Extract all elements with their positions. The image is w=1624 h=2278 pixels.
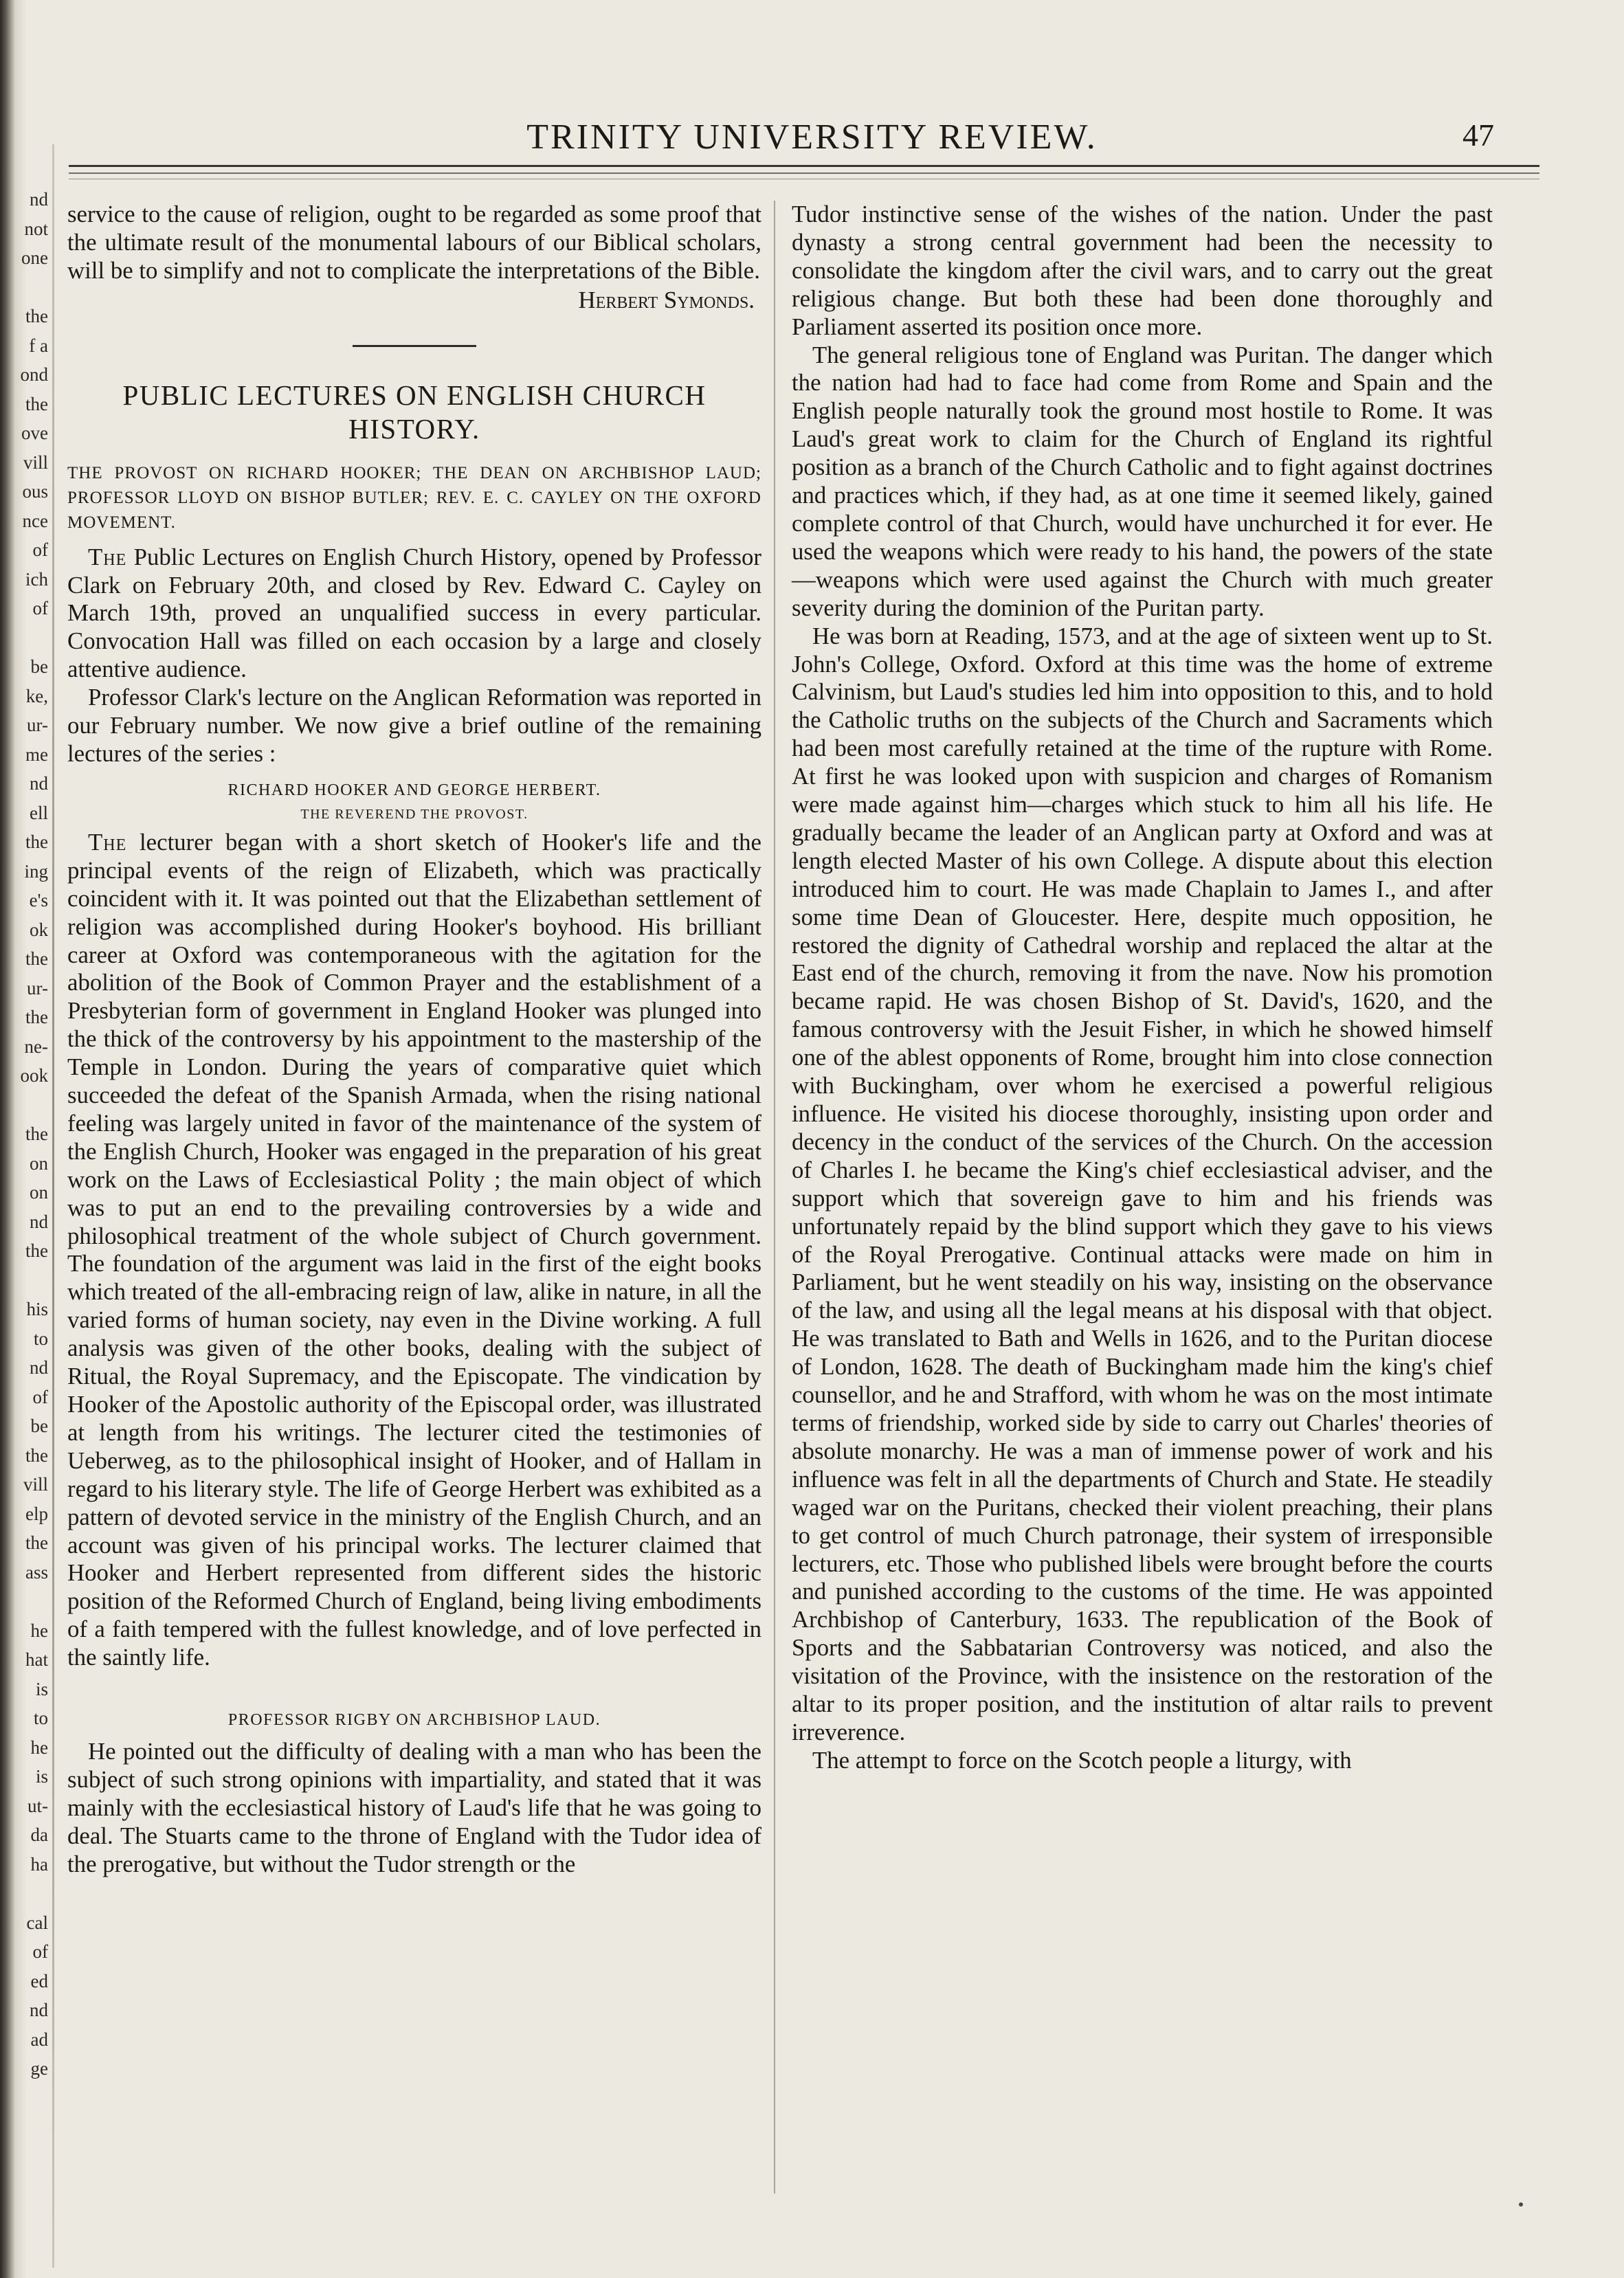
margin-fragment: on <box>30 1152 48 1174</box>
margin-fragment: of <box>32 539 48 560</box>
lead-word: The <box>88 828 127 856</box>
margin-fragment: vill <box>23 1474 48 1495</box>
margin-fragment: ur- <box>27 977 48 998</box>
article-subtitle: THE PROVOST ON RICHARD HOOKER; THE DEAN ON ARCHBISHOP LAUD; PROFESSOR LLOYD ON BISHOP BUTLER; REV. E. C. CAYLEY ON THE OXFORD MOVEMENT. <box>67 463 761 532</box>
header-rule <box>69 165 1539 167</box>
margin-fragment: me <box>25 744 48 765</box>
paragraph: The general religious tone of England was Puritan. The danger which the nation had had to face had come from Rome and Spain and the English people naturally took the ground most hostile to Rome. It was Laud's great work to claim for the Church of England its rightful position as a branch of the Church Catholic and to fight against doctrines and practices which, if they had, as at one time it seemed likely, gained complete control of that Church, would have unchurched it for ever. He used the weapons which were ready to his hand, the powers of the state—weapons which were used against the Church with much greater severity during the dominion of the Puritan party. <box>792 341 1493 621</box>
margin-fragment: on <box>30 1182 48 1203</box>
margin-fragment: to <box>33 1328 48 1349</box>
margin-fragment: elp <box>25 1503 48 1524</box>
header-rule <box>69 172 1539 174</box>
margin-fragment: the <box>25 1007 48 1027</box>
margin-fragment: e's <box>29 890 48 911</box>
margin-fragment: one <box>21 247 48 268</box>
margin-fragment: nd <box>30 1357 48 1378</box>
margin-fragment: nd <box>30 773 48 794</box>
margin-fragment: the <box>25 306 48 326</box>
margin-fragment: is <box>35 1678 48 1699</box>
margin-fragment: the <box>25 393 48 414</box>
margin-fragment: cal <box>26 1912 48 1933</box>
margin-fragment: ass <box>25 1561 48 1583</box>
section-paragraph <box>67 829 761 1672</box>
margin-fragment: the <box>25 831 48 852</box>
continued-paragraph: Tudor instinctive sense of the wishes of the nation. Under the past dynasty a strong central government had been the necessity to consolidate the kingdom after the civil wars, and to carry out the great religious change. But both these had been done thoroughly and Parliament asserted its position once more. <box>792 201 1493 340</box>
margin-fragment: ur- <box>27 715 48 735</box>
margin-fragment: da <box>30 1824 48 1845</box>
margin-fragment: ut- <box>27 1795 48 1816</box>
margin-fragment: ge <box>30 2058 48 2079</box>
binding-gutter <box>52 144 54 2268</box>
author-signature: Herbert Symonds. <box>578 286 755 313</box>
margin-fragment: f a <box>29 335 48 356</box>
margin-fragment: ad <box>30 2029 48 2050</box>
print-mark <box>1519 2202 1523 2207</box>
margin-fragment: ous <box>22 481 48 502</box>
margin-fragment: of <box>32 1386 48 1407</box>
margin-fragment: ed <box>30 1970 48 1991</box>
margin-fragment: the <box>25 1240 48 1261</box>
lead-word: The <box>88 543 127 570</box>
section-byline: THE REVEREND THE PROVOST. <box>300 806 529 822</box>
margin-fragment: not <box>24 218 48 239</box>
margin-fragment: ell <box>30 802 48 823</box>
article-divider <box>353 345 476 347</box>
margin-fragment: hat <box>25 1649 48 1670</box>
intro-paragraph-2: Professor Clark's lecture on the Anglican Reformation was reported in our February number. We now give a brief outline of the remaining lectures of the series : <box>67 684 761 767</box>
margin-fragment: ke, <box>25 685 48 706</box>
margin-fragment: ond <box>20 364 48 385</box>
margin-fragment: the <box>25 948 48 969</box>
margin-fragment: of <box>32 1941 48 1962</box>
section-heading-2: PROFESSOR RIGBY ON ARCHBISHOP LAUD. <box>227 1711 601 1730</box>
margin-fragment: vill <box>23 451 48 473</box>
column-rule <box>774 201 775 2193</box>
running-title: TRINITY UNIVERSITY REVIEW. <box>526 118 1098 157</box>
margin-fragment: nd <box>30 1211 48 1232</box>
margin-fragment: be <box>30 656 48 677</box>
margin-fragment: be <box>30 1416 48 1436</box>
margin-fragment: nce <box>22 510 48 531</box>
margin-fragment: ing <box>24 860 48 882</box>
margin-fragment: the <box>25 1532 48 1553</box>
margin-fragment: his <box>26 1299 48 1319</box>
section-heading: RICHARD HOOKER AND GEORGE HERBERT. <box>227 781 601 799</box>
margin-fragment: ok <box>30 919 48 940</box>
margin-fragment: nd <box>30 189 48 210</box>
margin-fragment: ich <box>25 568 48 590</box>
left-margin-strip <box>0 0 48 2278</box>
intro-paragraph <box>67 544 761 684</box>
margin-fragment: of <box>32 598 48 618</box>
intro-text: Public Lectures on English Church History, opened by Professor Clark on February 20th, and closed by Rev. Edward C. Cayley on March 19th, proved an unqualified success in every particular. Convocation Hall was filled on each occasion by a large and closely attentive audience. <box>67 543 761 683</box>
margin-fragment: is <box>35 1766 48 1787</box>
section-paragraph-2: He pointed out the difficulty of dealing with a man who has been the subject of such strong opinions with impartiality, and stated that it was mainly with the ecclesiastical history of Laud's life that he was going to deal. The Stuarts came to the throne of England with the Tudor idea of the prerogative, but without the Tudor strength or the <box>67 1738 761 1877</box>
continued-paragraph: service to the cause of religion, ought to be regarded as some proof that the ultimate result of the monumental labours of our Biblical scholars, will be to simplify and not to complicate the interpretations of the Bible. <box>67 201 761 284</box>
paragraph: The attempt to force on the Scotch people a liturgy, with <box>812 1746 1352 1774</box>
page-number: 47 <box>1462 118 1494 153</box>
paragraph: He was born at Reading, 1573, and at the age of sixteen went up to St. John's College, Oxford. Oxford at this time was the home of extreme Calvinism, but Laud's studies led him into opposition to this, and to hold the Catholic truths on the subjects of the Church and Sacraments which had been most carefully retained at the time of the rupture with Rome. At first he was looked upon with suspicion and charges of Romanism were made against him—charges which stuck to him all his life. He gradually became the leader of an Anglican party at Oxford and was at length elected Master of his own College. A dispute about this election introduced him to court. He was made Chaplain to James I., and after some time Dean of Gloucester. Here, despite much opposition, he restored the dignity of Cathedral worship and replaced the altar at the East end of the church, removing it from the nave. Now his promotion became rapid. He was chosen Bishop of St. David's, 1620, and the famous controversy with the Jesuit Fisher, in which he showed himself one of the ablest opponents of Rome, brought him into close connection with Buckingham, over whom he exercised a powerful religious influence. He visited his diocese thoroughly, insisting upon order and decency in the conduct of the services of the Church. On the accession of Charles I. he became the King's chief ecclesiastical adviser, and the support which that sovereign gave to him and his friends was unfortunately repaid by the blind support which they gave to his views of the Royal Prerogative. Continual attacks were made on him in Parliament, but he went steadily on his way, insisting on the observance of the law, and using all the legal means at his disposal with that object. He was translated to Bath and Wells in 1626, and to the Puritan diocese of London, 1628. The death of Buckingham made him the king's chief counsellor, and he and Strafford, with whom he was on the most intimate terms of friendship, worked side by side to carry out Charles' theories of absolute monarchy. He was a man of immense power of work and his influence was felt in all the departments of Church and State. He steadily waged war on the Puritans, checked their violent preaching, their plans to get control of much Church patronage, their system of irresponsible lecturers, etc. Those who published libels were brought before the courts and punished according to the customs of the time. He was appointed Archbishop of Canterbury, 1633. The republication of the Book of Sports and the Sabbatarian Controversy was noticed, and also the visitation of the Province, with the insistence on the restoration of the altar to its proper position, and the institution of altar rails to prevent irreverence. <box>792 622 1493 1745</box>
margin-fragment: ha <box>30 1853 48 1875</box>
margin-fragment: the <box>25 1124 48 1144</box>
margin-fragment: ne- <box>24 1036 48 1057</box>
margin-fragment: ook <box>20 1065 48 1086</box>
margin-fragment: nd <box>30 2000 48 2020</box>
article-title: PUBLIC LECTURES ON ENGLISH CHURCH HISTORY. <box>122 379 707 445</box>
right-column <box>792 201 1493 1775</box>
margin-fragment: he <box>30 1737 48 1758</box>
margin-fragment: ove <box>21 423 48 443</box>
left-column <box>67 201 761 1879</box>
margin-fragment: to <box>33 1708 48 1728</box>
margin-fragment: the <box>25 1444 48 1466</box>
section-text: lecturer began with a short sketch of Hooker's life and the principal events of the reign of Elizabeth, which was practically coincident with it. It was pointed out that the Elizabethan settlement of religion was accomplished during Hooker's boyhood. His brilliant career at Oxford was contemporaneous with the agitation for the abolition of the Book of Common Prayer and the establishment of a Presbyterian form of government in England Hooker was plunged into the thick of the controversy by his appointment to the mastership of the Temple in London. During the years of comparative quiet which succeeded the defeat of the Spanish Armada, when the rising national feeling was largely united in favor of the maintenance of the system of the English Church, Hooker was engaged in the preparation of his great work on the Laws of Ecclesiastical Polity ; the main object of which was to put an end to the prevailing controversies by a wide and philosophical treatment of the whole subject of Church government. The foundation of the argument was laid in the first of the eight books which treated of the all-embracing reign of law, alike in nature, in all the varied forms of human society, nay even in the Divine working. A full analysis was given of the other books, dealing with the subject of Ritual, the Royal Supremacy, and the Episcopate. The vindication by Hooker of the Apostolic authority of the Episcopal order, was illustrated at length from his writings. The lecturer cited the testimonies of Ueberweg, as to the philosophical insight of Hooker, and of Hallam in regard to his literary style. The life of George Herbert was exhibited as a pattern of devoted service in the ministry of the English Church, and an account was given of his principal works. The lecturer claimed that Hooker and Herbert represented from different sides the historic position of the Reformed Church of England, being living embodiments of a faith tempered with the fullest knowledge, and of love perfected in the saintly life. <box>67 828 761 1671</box>
margin-fragment: he <box>30 1620 48 1641</box>
